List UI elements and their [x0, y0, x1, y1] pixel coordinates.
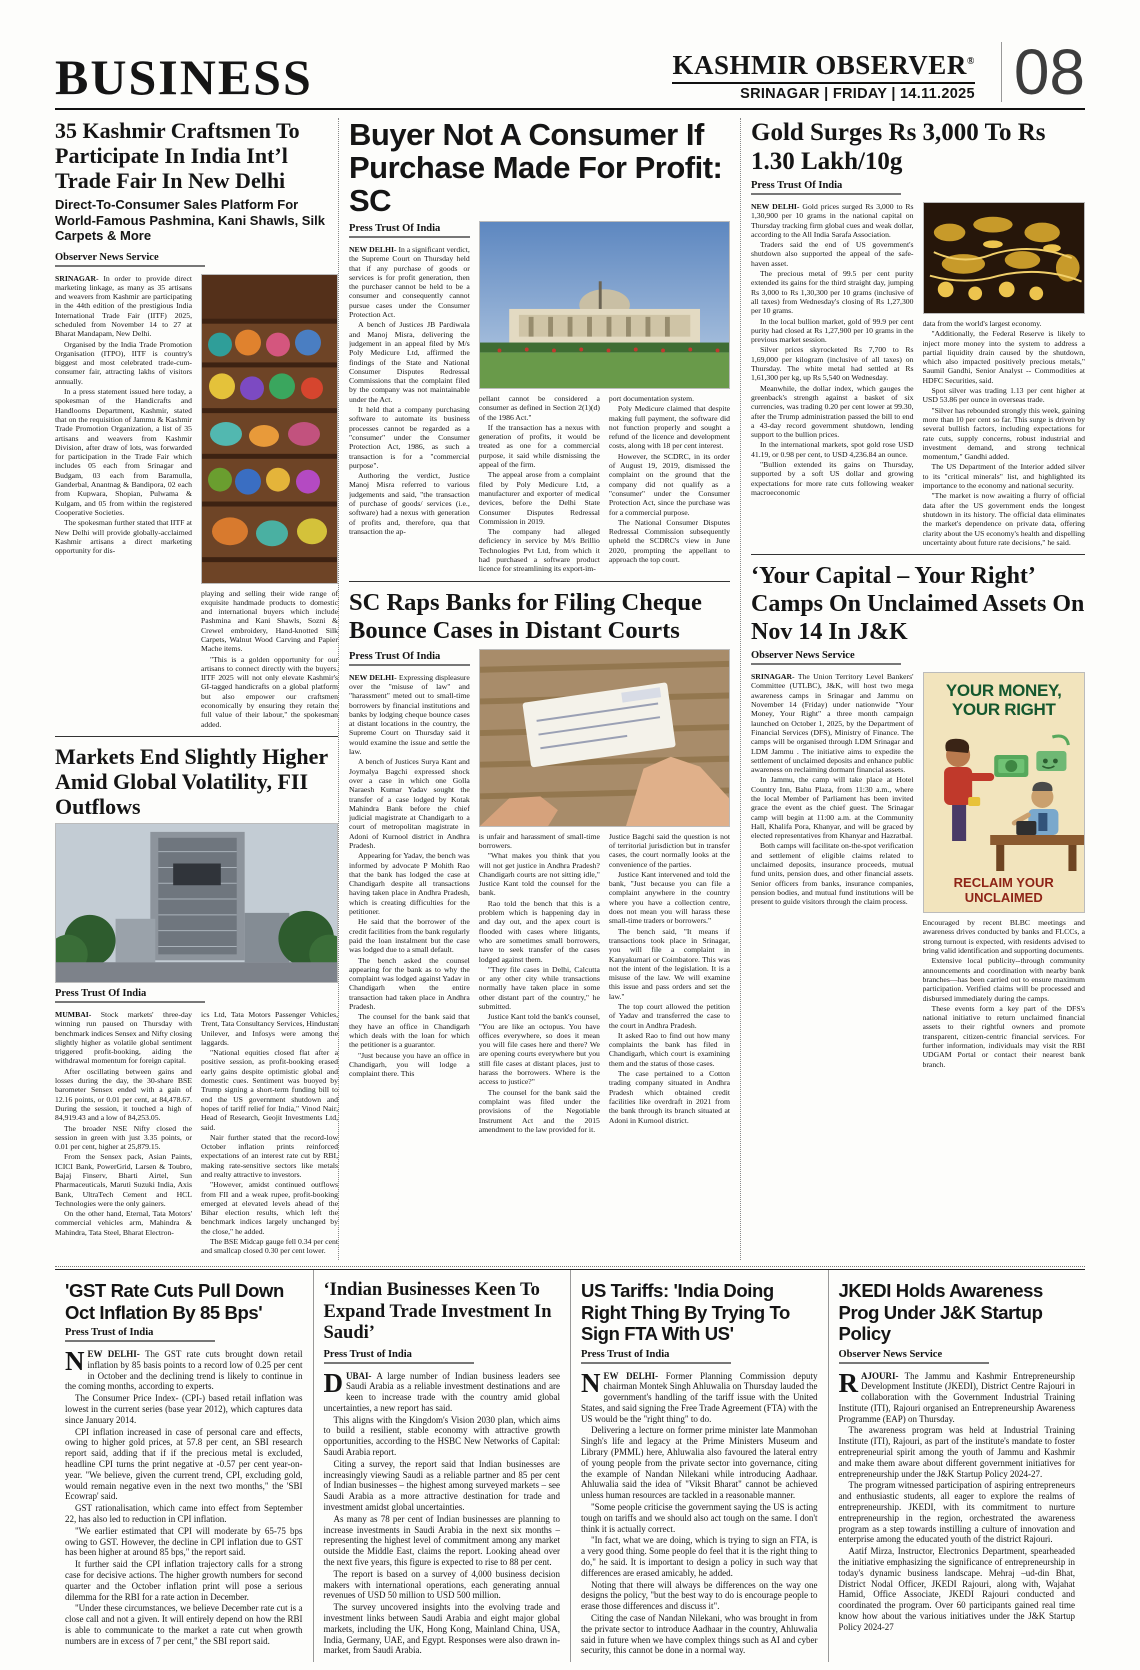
body-paragraph: This aligns with the Kingdom's Vision 2030 plan, which aims to build a resilient, stable economy with attractive growth opportunities, according to the HSBC New Networks of Capital: Saudi Arabia report. [323, 1414, 560, 1458]
text-column-continued [923, 319, 1086, 547]
body-paragraph: playing and selling their wide range of exquisite handmade products to domestic and international buyers which include Pashmina and Kani Shawls, Sozni & Crewel embroidery, Hand-knotted Silk Carpets, Walnut Wood Carving and Papier Mache items. [201, 588, 338, 654]
poster-title-line2: YOUR RIGHT [951, 700, 1056, 720]
body-paragraph: The counsel for the bank said the complaint was filed under the provisions of the Negotiable Instrument Act and the 2015 amendment to the law provided for it. [478, 1087, 600, 1134]
body-paragraph: However, the SCDRC, in its order of August 19, 2019, dismissed the complaint on the ground that the company did not qualify as a "consumer" under the Consumer Protection Act, since the purchase was for a commercial purpose. [608, 451, 730, 517]
article-body [581, 1367, 818, 1657]
body-paragraph: The bench asked the counsel appearing for the bank as to why the complaint was lodged against Yadav in Chandigarh when the entire transaction had taken place in Andhra Pradesh. [349, 955, 470, 1012]
poster-illustration [924, 721, 1085, 871]
body-paragraph: GST rationalisation, which came into effect from September 22, has also led to reduction in CPI inflation. [65, 1503, 303, 1524]
bottom-section [55, 1266, 1085, 1662]
body-paragraph: "The market is now awaiting a flurry of official data after the US government ends the longest shutdown in its history. The official data eliminates the market's dependence on private data, offering clarity about the US economy's health and dispelling uncertainty about future rate decisions," he said. [922, 491, 1085, 547]
byline: Press Trust Of India [349, 223, 470, 238]
body-paragraph: The company had alleged deficiency in service by M/s Brillio Technologies Pvt Ltd, from which it had purchased a software product licence for streamlining its export-im- [478, 527, 600, 574]
body-paragraph: "However, amidst continued outflows from FII and a weak rupee, profit-booking emerged at elevated levels ahead of the Bihar election results, which left the benchmark indices largely unchanged by the close," he added. [201, 1180, 338, 1236]
body-paragraph: Extensive local publicity--through community announcements and coordination with nearby bank branches—has been carried out to ensure maximum participation. Verified claims will be processed and disbursed immediately during the camps. [922, 956, 1085, 1003]
text-column [751, 202, 914, 547]
body-paragraph: Noting that there will always be differences on the way one designs the policy, "but the best way to do is encourage people to erase those differences and discuss it". [581, 1579, 818, 1612]
section-title: BUSINESS [55, 49, 313, 105]
text-column [609, 394, 730, 574]
article-body [65, 1346, 303, 1647]
text-column [201, 274, 338, 729]
body-paragraph: "Silver has rebounded strongly this week, gaining more than 10 per cent so far. This surge is driven by several bullish factors, including expectations for rate cuts, supply concerns, robust industrial and investment demand, and strong technical momentum," Gandhi added. [922, 405, 1085, 462]
body-paragraph: SRINAGAR- The Union Territory Level Bankers' Committee (UTLBC), J&K, will host two mega awareness camps in Srinagar and Jammu on November 14 (Friday) under nationwide "Your Money, Your Right" a three month campaign launched on October 1, 2025, by the Department of Financial Services (DFS), Ministry of Finance. The camps will be organised through LDM Srinagar and LDM Jammu . The initiative aims to expedite the settlement of unclaimed deposits and enhance public awareness on reclaiming dormant financial assets. [751, 672, 914, 775]
body-paragraph: The program witnessed participation of aspiring entrepreneurs and enthusiastic students, all eager to explore the realms of entrepreneurship. JKEDI, with its commitment to nurture entrepreneurship in the region, orchestrated the awareness program as a step towards instilling a culture of innovation and enterprise among the educated youth of the district Rajouri. [838, 1480, 1075, 1545]
body-paragraph: Meanwhile, the dollar index, which gauges the greenback's strength against a basket of six currencies, was trading 0.20 per cent lower at 99.30, after the Trump administration passed the bill to end a 43-day record government shutdown, lending support to the bullion prices. [751, 383, 914, 440]
body-paragraph: The spokesman further stated that IITF at New Delhi will provide globally-acclaimed Kashmir artisans a direct marketing opportunity for dis- [55, 518, 192, 556]
text-column [609, 832, 730, 1135]
body-paragraph: Justice Kant told the bank's counsel, "You are like an octopus. You have offices everywhere, so does it mean you will file cases here and there? We are opening courts everywhere but you still file cases at distant places, just to harass the borrowers. Where is the access to justice?" [478, 1012, 600, 1087]
body-paragraph: SRINAGAR- In order to provide direct marketing linkage, as many as 35 artisans and weavers from Kashmir are participating in the 44th edition of the prestigious India International Trade Fair (IITF) 2025, scheduled from November 14 to 27 at Bharat Mandapam, New Delhi. [55, 273, 192, 339]
page-number: 08 [1001, 42, 1085, 102]
article-divider [751, 554, 1085, 555]
gold-jewellery-photo [923, 202, 1086, 314]
text-column [923, 202, 1086, 547]
article-body [838, 1367, 1076, 1633]
article-unclaimed-assets [751, 562, 1085, 1069]
your-money-your-right-poster [923, 672, 1086, 913]
body-paragraph: He said that the borrower of the credit facilities from the bank regularly paid the loan instalment but the case was lodged due to a small default. [349, 917, 470, 955]
article-gst-inflation [55, 1270, 313, 1662]
body-paragraph: Organised by the India Trade Promotion Organisation (ITPO), IITF is country's biggest and most celebrated trade-cum-consumer fair, attracting lakhs of visitors annually. [55, 339, 192, 386]
headline: ‘Indian Businesses Keen To Expand Trade Investment In Saudi’ [323, 1280, 552, 1343]
body-paragraph: Both camps will facilitate on-the-spot verification and settlement of eligible claims related to unclaimed deposits, insurance proceeds, mutual fund units, pension dues, and other financial assets. Senior officers from banks, insurance companies, pension bodies, and mutual fund institutions will be present to guide visitors through the claim process. [751, 841, 914, 907]
body-paragraph: The report is based on a survey of 4,000 business decision makers with international operations, each generating annual revenues of USD 50 million to USD 500 million. [323, 1568, 560, 1601]
text-column [479, 832, 600, 1135]
body-paragraph: port documentation system. [608, 394, 695, 403]
body-paragraph: Aatif Mirza, Instructor, Electronics Department, spearheaded the initiative emphasizing the significance of entrepreneurship in today's dynamic business landscape. Mehraj –ud-din Bhat, District Nodal Officer, JKEDI Rajouri, along with, Wajahat Hamid, Office Associate, JKEDI Rajouri conducted and coordinated the program. Over 60 participants gained real time know how about the various initiatives under the J&K Startup Policy 2024-27 [838, 1546, 1075, 1632]
body-paragraph: "Bullion extended its gains on Thursday, supported by a soft US dollar and growing expectations for more rate cuts following weaker macroeconomic [751, 460, 914, 497]
body-paragraph: "Additionally, the Federal Reserve is likely to inject more money into the system to address a partial liquidity drain caused by the shutdown, which also impacted positively precious metals," Saumil Gandhi, Senior Analyst -- Commodities at HDFC Securities, said. [922, 329, 1085, 385]
body-paragraph: NEW DELHI- In a significant verdict, the Supreme Court on Thursday held that if any purchase of goods or services is for profit generation, then the purchaser cannot be held to be a consumer and consequently cannot pursue cases under the Consumer Protection Act. [349, 245, 470, 320]
body-paragraph: pellant cannot be considered a consumer as defined in Section 2(1)(d) of the 1986 Act." [478, 394, 600, 422]
poster-footer [924, 871, 1085, 912]
byline: Press Trust Of India [751, 180, 901, 195]
byline: Press Trust of India [581, 1349, 731, 1364]
headline: Gold Surges Rs 3,000 To Rs 1.30 Lakh/10g [751, 119, 1046, 175]
text-column [923, 672, 1086, 1069]
article-body [323, 1367, 561, 1657]
body-paragraph: In a press statement issued here today, a spokesman of the Handicrafts and Handlooms Department, Kashmir, stated that on the requisition of Jammu & Kashmir Trade Promotion Organization, a list of 35 artisans and weavers from Kashmir Division, after draw of lots, was forwarded for participation in the Trade Fair which includes 05 each from Srinagar and Budgam, 03 each from Baramulla, Ganderbal, Anantnag & Bandipora, 02 each from Kupwara, Shopian, Pulwama & Kulgam, and 05 from within the registered Cooperative Societies. [55, 387, 192, 517]
masthead [672, 48, 988, 102]
body-paragraph: After oscillating between gains and losses during the day, the 30-share BSE barometer Sensex ended with a gain of 12.16 points, or 0.01 per cent, at 84,478.67. During the session, it touched a high of 84,919.43 and a low of 84,253.05. [55, 1066, 192, 1123]
center-column [338, 118, 740, 1260]
body-paragraph: NEW DELHI- The GST rate cuts brought down retail inflation by 85 basis points to a record low of 0.25 per cent in October and the declining trend is likely to continue in the coming months, according to experts. [65, 1346, 303, 1392]
body-paragraph: The precious metal of 99.5 per cent purity extended its gains for the third straight day, jumping Rs 3,000 to Rs 1,30,300 per 10 grams (inclusive of all taxes) from Wednesday's closing of Rs 1,27,300 per 10 grams. [751, 269, 914, 316]
body-paragraph: These events form a key part of the DFS's national initiative to return unclaimed financial assets to their rightful owners and promote transparent, citizen-centric financial services. For further information, individuals may visit the RBI UDGAM Portal or contact their nearest bank branch. [922, 1003, 1085, 1069]
article-gold [751, 118, 1085, 547]
text-column-continued [201, 589, 338, 729]
body-paragraph: The National Consumer Disputes Redressal Commission subsequently upheld the SCDRC's view in June 2020, prompting the appellant to approach the top court. [608, 517, 730, 565]
body-paragraph: CPI inflation increased in case of personal care and effects, owing to higher gold prices, at 57.8 per cent, an SBI research report said, adding that if if the precious metal is excluded, headline CPI turns the print negative at -0.57 per cent year-on-year. "We believe, given the current trend, CPI, excluding gold, would remain negative even in the next two months," the 'SBI Ecowrap' said. [65, 1426, 303, 1502]
poster-footer-line1: RECLAIM YOUR [953, 875, 1054, 891]
body-paragraph: The appeal arose from a complaint filed by Poly Medicure Ltd, a manufacturer and exporter of medical devices, before the Delhi State Consumer Disputes Redressal Commission in 2019. [478, 470, 600, 526]
registered-mark: ® [966, 56, 975, 67]
body-paragraph: DUBAI- A large number of Indian business leaders see Saudi Arabia as a reliable investment destinations and are keen to increase trade with the country amid global uncertainties, a new report has said. [323, 1367, 560, 1413]
body-paragraph: "This is a golden opportunity for our artisans to connect directly with the buyers. IITF 2025 will not only elevate Kashmir's GI-tagged handicrafts on a global platform but also empower our craftsmen economically by ensuring they retain the full value of their labour," the spokesman added. [201, 654, 338, 729]
text-column [479, 394, 600, 574]
body-paragraph: It asked Rao to find out how many complaints the bank has filed in Chandigarh, which court is examining them and the status of those cases. [608, 1030, 730, 1068]
paragraphs [349, 673, 470, 1079]
body-paragraph: Citing a survey, the report said that Indian businesses are increasingly viewing Saudi as a reliable partner and 85 per cent of Indian businesses – the highest among surveyed markets – see Saudi Arabia as a more attractive destination for trade and investment amidst global uncertainties. [323, 1458, 560, 1513]
body-paragraph: It held that a company purchasing software to automate its business processes cannot be regarded as a "consumer" under the Consumer Protection Act, 1986, as such a transaction is for a "commercial purpose". [349, 405, 470, 470]
headline: 35 Kashmir Craftsmen To Participate In India Int’l Trade Fair In New Delhi [55, 118, 300, 193]
body-paragraph: In the local bullion market, gold of 99.9 per cent purity had closed at Rs 1,27,900 per 10 grams in the previous market session. [751, 316, 914, 345]
body-paragraph: A bench of Justices JB Pardiwala and Manoj Misra, delivering the judgement in an appeal filed by M/s Poly Medicure Ltd, affirmed the findings of the State and National Consumer Disputes Redressal Commissions that the complaint filed by the company was not maintainable under the Act. [349, 320, 470, 404]
article-cheque-bounce [349, 589, 730, 1135]
page-header [55, 14, 1085, 110]
body-paragraph: MUMBAI- Stock markets' three-day winning run paused on Thursday with benchmark indices Sensex and Nifty closing slightly higher as volatile global sentiment triggered profit-booking, aiding the withdrawal momentum for foreign capital. [55, 1009, 192, 1066]
supreme-court-photo [479, 221, 730, 389]
body-paragraph: A bench of Justices Surya Kant and Joymalya Bagchi expressed shock over a case in which one Golla Naraesh Kumar Yadav sought the transfer of a case lodged by Kotak Mahindra Bank before the chief judicial magistrate at Chandigarh to a court of metropolitan magistrate in Adoni of Kurnool district in Andhra Pradesh. [349, 757, 470, 850]
text-column [751, 672, 914, 1069]
body-paragraph: "Some people criticise the government saying the US is acting tough on tariffs and we should also act tough on the same. I don't think it is actually correct. [581, 1502, 818, 1534]
body-paragraph: RAJOURI- The Jammu and Kashmir Entrepreneurship Development Institute (JKEDI), District Centre Rajouri in collaboration with the Government Industrial Training Institute (ITI), Rajouri organised an Entrepreneurship Awareness Programme (EAP) on Thursday. [838, 1367, 1075, 1424]
body-paragraph: The counsel for the bank said that they have an office in Chandigarh which deals with the loan for which the petitioner is a guarantor. [349, 1012, 470, 1050]
cheque-photo [479, 649, 730, 827]
byline: Press Trust of India [324, 1349, 474, 1364]
craft-fair-photo [201, 274, 338, 584]
body-paragraph: "National equities closed flat after a positive session, as profit-booking erased early gains despite optimistic global and domestic cues. Sentiment was buoyed by Trump signing a short-term funding bill to end the US government shutdown and hopes of tariff relief for India," Vinod Nair, Head of Research, Geojit Investments Ltd, said. [201, 1048, 338, 1132]
text-column [55, 1010, 192, 1256]
main-content [55, 118, 1085, 1260]
body-paragraph: Silver prices skyrocketed Rs 7,700 to Rs 1,69,000 per kilogram (inclusive of all taxes) on Thursday. The white metal had settled at Rs 1,61,300 per kg, up Rs 5,540 on Wednesday. [751, 345, 914, 383]
byline: Press Trust Of India [349, 651, 470, 666]
body-paragraph: In Jammu, the camp will take place at Hotel Country Inn, Bahu Plaza, from 11:30 a.m., where the local Member of Parliament has been invited grace the event as the chief guest. The Srinagar camp will begin at 11:00 a.m. at the Community Hall, Khalifa Pora, Khanyar, and will be graced by elected representatives from Khanyar and Hazratbal. [751, 775, 914, 841]
article-divider [349, 581, 730, 582]
body-paragraph: The case pertained to a Cotton trading company situated in Andhra Pradesh which obtained credit facilities like overdraft in 2021 from the bank through its branch situated at Adoni in Kurnool district. [608, 1069, 730, 1125]
body-paragraph: "In fact, what we are doing, which is trying to sign an FTA, is a very good thing. Some people do feel that it is the right thing to do," he said. It is important to design a policy in such way that differences are erased amicably, he added. [581, 1535, 818, 1578]
body-paragraph: Authoring the verdict, Justice Manoj Misra referred to various judgements and said, "the transaction of purchase of goods/ services (i.e., software) had a nexus with generation of profits and, therefore, qua that transaction the ap- [349, 471, 470, 536]
headline: SC Raps Banks for Filing Cheque Bounce Cases in Distant Courts [349, 588, 702, 644]
headline: Buyer Not A Consumer If Purchase Made For Profit: SC [349, 118, 723, 218]
body-paragraph: Spot silver was trading 1.13 per cent higher at USD 53.86 per ounce in overseas trade. [922, 386, 1085, 405]
body-paragraph: It further said the CPI inflation trajectory calls for a strong case for decisive actions. The higher growth numbers for second quarter and the October inflation print will pose a serious dilemma for the RBI for a rate action in December. [65, 1559, 303, 1602]
left-column [55, 118, 338, 1260]
byline: Observer News Service [55, 252, 205, 267]
text-column-continued [923, 918, 1086, 1069]
headline: 'GST Rate Cuts Pull Down Oct Inflation By 85 Bps' [65, 1280, 284, 1323]
body-paragraph: The awareness program was held at Industrial Training Institute (ITI), Rajouri, as part of the institute's mandate to foster entrepreneurial spirit among the youth of Jammu and Kashmir and make them aware about different government initiatives for entrepreneurship under the J&K Startup Policy 2024-27. [838, 1425, 1075, 1479]
subhead: Direct-To-Consumer Sales Platform For World-Famous Pashmina, Kani Shawls, Silk Carpets & More [55, 197, 325, 243]
body-paragraph: Delivering a lecture on former prime minister late Manmohan Singh's life and legacy at the Prime Ministers Museum and Library (PMML) here, Ahluwalia also favoured the lateral entry of young people from the private sector into governance, citing the example of Nandan Nilekani while introducing Aadhaar. Ahluwalia said the idea of "Viksit Bharat" cannot be achieved unless human resources are tackled in a reasonable manner. [581, 1425, 818, 1501]
body-paragraph: ics Ltd, Tata Motors Passenger Vehicles, Trent, Tata Consultancy Services, Hindustan Unilever, and Infosys were among the laggards. [201, 1009, 338, 1047]
text-column [349, 649, 470, 1135]
body-paragraph: "Under these circumstances, we believe December rate cut is a close call and not a given. It will entirely depend on how the RBI is able to communicate to the market a rate cut when growth numbers are in excess of 7 per cent," the SBI report said. [65, 1603, 303, 1646]
body-paragraph: Citing the case of Nandan Nilekani, who was brought in from the private sector to introduce Aadhaar in the country, Ahluwalia said in future when we have complex things such as AI and cyber security, this cannot be done in a normal way. [581, 1613, 818, 1656]
body-paragraph: If the transaction has a nexus with generation of profits, it would be treated as one for a commercial purpose, it said while dismissing the appeal of the firm. [478, 422, 600, 470]
body-paragraph: data from the world's largest economy. [922, 319, 1042, 328]
text-column [55, 274, 192, 729]
byline: Press Trust of India [65, 1327, 215, 1342]
article-craftsmen [55, 118, 338, 729]
poster-footer-line2: UNCLAIMED [964, 890, 1043, 906]
body-paragraph: NEW DELHI- Former Planning Commission deputy chairman Montek Singh Ahluwalia on Thursday lauded the government's handling of the tariff issue with the United States, and said signing the Free Trade Agreement (FTA) with the US would be the "right thing" to do. [581, 1367, 818, 1424]
body-paragraph: Traders said the end of US government's shutdown also supported the appeal of the safe-haven asset. [751, 240, 914, 268]
body-paragraph: On the other hand, Eternal, Tata Motors' commercial vehicles arm, Mahindra & Mahindra, Tata Steel, Bharat Electron- [55, 1209, 192, 1237]
headline: JKEDI Holds Awareness Prog Under J&K Startup Policy [838, 1280, 1043, 1344]
body-paragraph: From the Sensex pack, Asian Paints, ICICI Bank, PowerGrid, Larsen & Toubro, Bajaj Finserv, Bharti Airtel, Sun Pharmaceuticals, Maruti Suzuki India, Axis Bank, UltraTech Cement and HCL Technologies were the only gainers. [55, 1152, 192, 1208]
paragraphs [349, 245, 470, 536]
body-paragraph: Justice Kant intervened and told the bank, "Just because you can file a complaint anywhere in the country where you have a collection centre, does not mean you will harass these small-time traders or borrowers." [608, 869, 730, 926]
body-paragraph: The bench said, "It means if transactions took place in Srinagar, you will file a complaint in Kanyakumari or Coimbatore. This was not the intent of the legislation. It is a misuse of the law. We will examine this issue and pass orders and set the law." [608, 926, 730, 1001]
body-paragraph: "We earlier estimated that CPI will moderate by 65-75 bps owing to GST. However, the decline in CPI inflation due to GST has been higher at around 85 bps," the report said. [65, 1525, 303, 1558]
body-paragraph: Nair further stated that the record-low October inflation prints reinforced expectations of an interest rate cut by RBI, making rate-sensitive sectors like metals and realty attractive to investors. [201, 1132, 338, 1179]
right-column [740, 118, 1085, 1260]
body-paragraph: As many as 78 per cent of Indian businesses are planning to increase investments in Saudi Arabia in the next six months – representing the highest level of commitment among any market outside the Middle East, claims the report. Looking ahead over the next five years, this figure is expected to rise to 88 per cent. [323, 1513, 560, 1568]
article-divider [55, 736, 338, 737]
body-paragraph: NEW DELHI- Expressing displeasure over the "misuse of law" and "harassment" meted out to small-time borrowers by financial institutions and banks by lodging cheque bounce cases at distant locations in the country, the Supreme Court on Thursday said it would examine the issue and settle the law. [349, 672, 470, 757]
article-jkedi [828, 1270, 1086, 1662]
body-paragraph: The US Department of the Interior added silver to its "critical minerals" list, and highlighted its importance to the economy and national security. [922, 462, 1085, 491]
headline: ‘Your Capital – Your Right’ Camps On Unclaimed Assets On Nov 14 In J&K [751, 563, 1085, 646]
masthead-text: KASHMIR OBSERVER [672, 50, 967, 80]
body-paragraph: Appearing for Yadav, the bench was informed by advocate P Mohith Rao that the bank has lodged the case at Chandigarh despite all transactions having taken place in Andhra Pradesh, which is creating difficulties for the petitioner. [349, 851, 470, 917]
stock-exchange-photo [55, 823, 338, 983]
body-paragraph: In the international markets, spot gold rose USD 41.19, or 0.98 per cent, to USD 4,236.84 an ounce. [751, 440, 914, 459]
body-paragraph: "Just because you have an office in Chandigarh, you will lodge a complaint there. This [349, 1050, 470, 1079]
headline: US Tariffs: 'India Doing Right Thing By Trying To Sign FTA With US' [581, 1280, 790, 1344]
poster-title-line1: YOUR MONEY, [945, 681, 1062, 701]
body-paragraph: Justice Bagchi said the question is not of territorial jurisdiction but in transfer cases, the court normally looks at the convenience of the parties. [608, 831, 730, 869]
body-paragraph: "They file cases in Delhi, Calcutta or any other city while transactions normally have taken place in some other distant part of the country," he submitted. [478, 964, 600, 1011]
body-paragraph: The survey uncovered insights into the evolving trade and investment links between Saudi Arabia and eight major global markets, including the UK, Hong Kong, Mainland China, USA, India, Germany, UAE, and Egypt. Responses were also drawn in-market, from Saudi Arabia. [323, 1602, 560, 1656]
masthead-dateline: SRINAGAR | FRIDAY | 14.11.2025 [672, 82, 974, 102]
byline: Observer News Service [839, 1349, 989, 1364]
body-paragraph: The BSE Midcap gauge fell 0.34 per cent and smallcap closed 0.30 per cent lower. [201, 1237, 338, 1256]
body-paragraph: The Consumer Price Index- (CPI-) based retail inflation was lowest in the current series (base year 2012), which captures data since January 2014. [65, 1393, 303, 1425]
body-paragraph: "What makes you think that you will not get justice in Andhra Pradesh? Chandigarh courts are not sitting idle," Justice Kant told the counsel for the bank. [478, 851, 600, 898]
byline: Press Trust Of India [55, 988, 205, 1003]
article-saudi-trade [313, 1270, 571, 1662]
text-column [201, 1010, 338, 1256]
body-paragraph: Rao told the bench that this is a problem which is happening day in and day out, and the apex court is flooded with cases where litigants, who are sometimes small borrowers, have to seek transfer of the cases lodged against them. [478, 898, 600, 964]
headline: Markets End Slightly Higher Amid Global Volatility, FII Outflows [55, 743, 328, 819]
text-column [349, 221, 470, 574]
body-paragraph: NEW DELHI- Gold prices surged Rs 3,000 to Rs 1,30,900 per 10 grams in the national capital on Thursday tracking firm global cues and weak dollar, according to the All India Sarafa Association. [751, 202, 914, 239]
masthead-name [672, 48, 974, 79]
body-paragraph: The top court allowed the petition of Yadav and transferred the case to the court in Andhra Pradesh. [608, 1001, 730, 1030]
body-paragraph: Poly Medicure claimed that despite making full payment, the software did not function properly and sought a refund of the licence and development costs, along with 18 per cent interest. [608, 404, 730, 451]
body-paragraph: Encouraged by recent BLBC meetings and awareness drives conducted by banks and FLCCs, a strong turnout is expected, with residents advised to bring valid identification and supporting documents. [922, 918, 1085, 956]
article-us-tariffs [570, 1270, 828, 1662]
article-markets [55, 744, 338, 1256]
article-buyer [349, 118, 730, 574]
byline: Observer News Service [751, 650, 901, 665]
poster-title [924, 673, 1085, 721]
body-paragraph: The broader NSE Nifty closed the session in green with just 3.35 points, or 0.01 per cent, higher at 25,879.15. [55, 1123, 192, 1152]
body-paragraph: is unfair and harassment of small-time borrowers. [478, 831, 600, 850]
